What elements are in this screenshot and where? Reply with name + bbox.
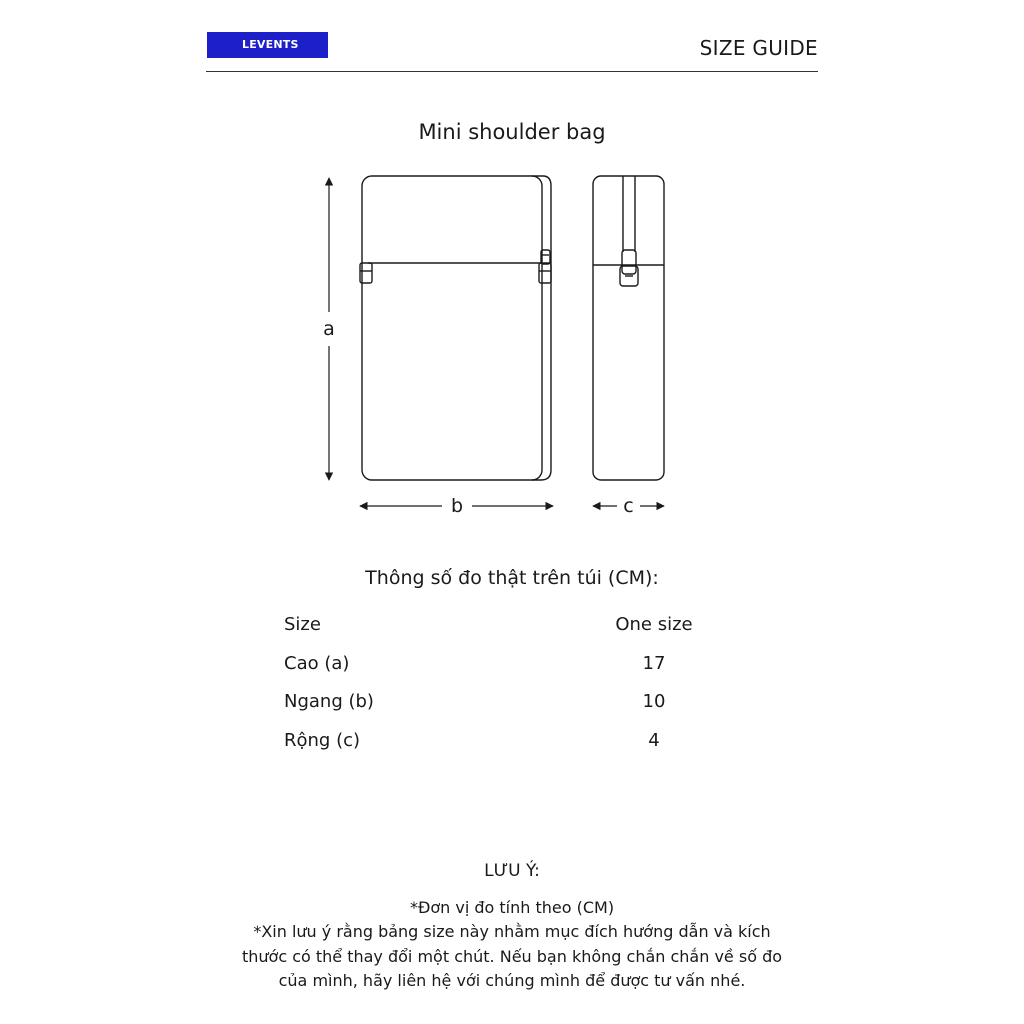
product-title: Mini shoulder bag — [418, 120, 606, 144]
dimension-b-label: b — [450, 495, 464, 517]
bag-front-view — [360, 176, 551, 480]
note-line: *Đơn vị đo tính theo (CM) — [409, 897, 615, 917]
row-label-depth: Rộng (c) — [284, 729, 361, 751]
note-line: của mình, hãy liên hệ với chúng mình để được tư vấn nhé. — [278, 971, 746, 990]
row-label-width: Ngang (b) — [284, 691, 374, 712]
table-header-size: Size — [284, 614, 321, 635]
bag-side-view — [593, 176, 664, 480]
table-header-one-size: One size — [615, 614, 693, 635]
dimension-c — [593, 495, 664, 517]
table-row — [284, 691, 784, 730]
spec-table — [284, 614, 784, 768]
note-line: thước có thể thay đổi một chút. Nếu bạn không chắn chắn về số đo — [241, 946, 783, 966]
brand-logo[interactable]: LEVENTS — [207, 32, 328, 58]
row-value-width: 10 — [642, 691, 666, 712]
dimension-b — [360, 495, 553, 517]
dimension-a — [323, 178, 335, 480]
table-header-row — [284, 614, 784, 653]
dimension-c-label: c — [623, 495, 634, 517]
notes-section — [0, 859, 1024, 994]
table-row — [284, 653, 784, 692]
row-value-depth: 4 — [648, 729, 660, 751]
row-value-height: 17 — [642, 652, 666, 674]
dimension-a-label: a — [323, 318, 335, 340]
table-row — [284, 730, 784, 769]
notes-heading: LƯU Ý: — [484, 861, 540, 881]
spec-heading: Thông số đo thật trên túi (CM): — [365, 567, 659, 589]
note-line: *Xin lưu ý rằng bảng size này nhằm mục đích hướng dẫn và kích — [253, 922, 771, 941]
page-title: SIZE GUIDE — [699, 36, 818, 60]
row-label-height: Cao (a) — [284, 652, 350, 674]
